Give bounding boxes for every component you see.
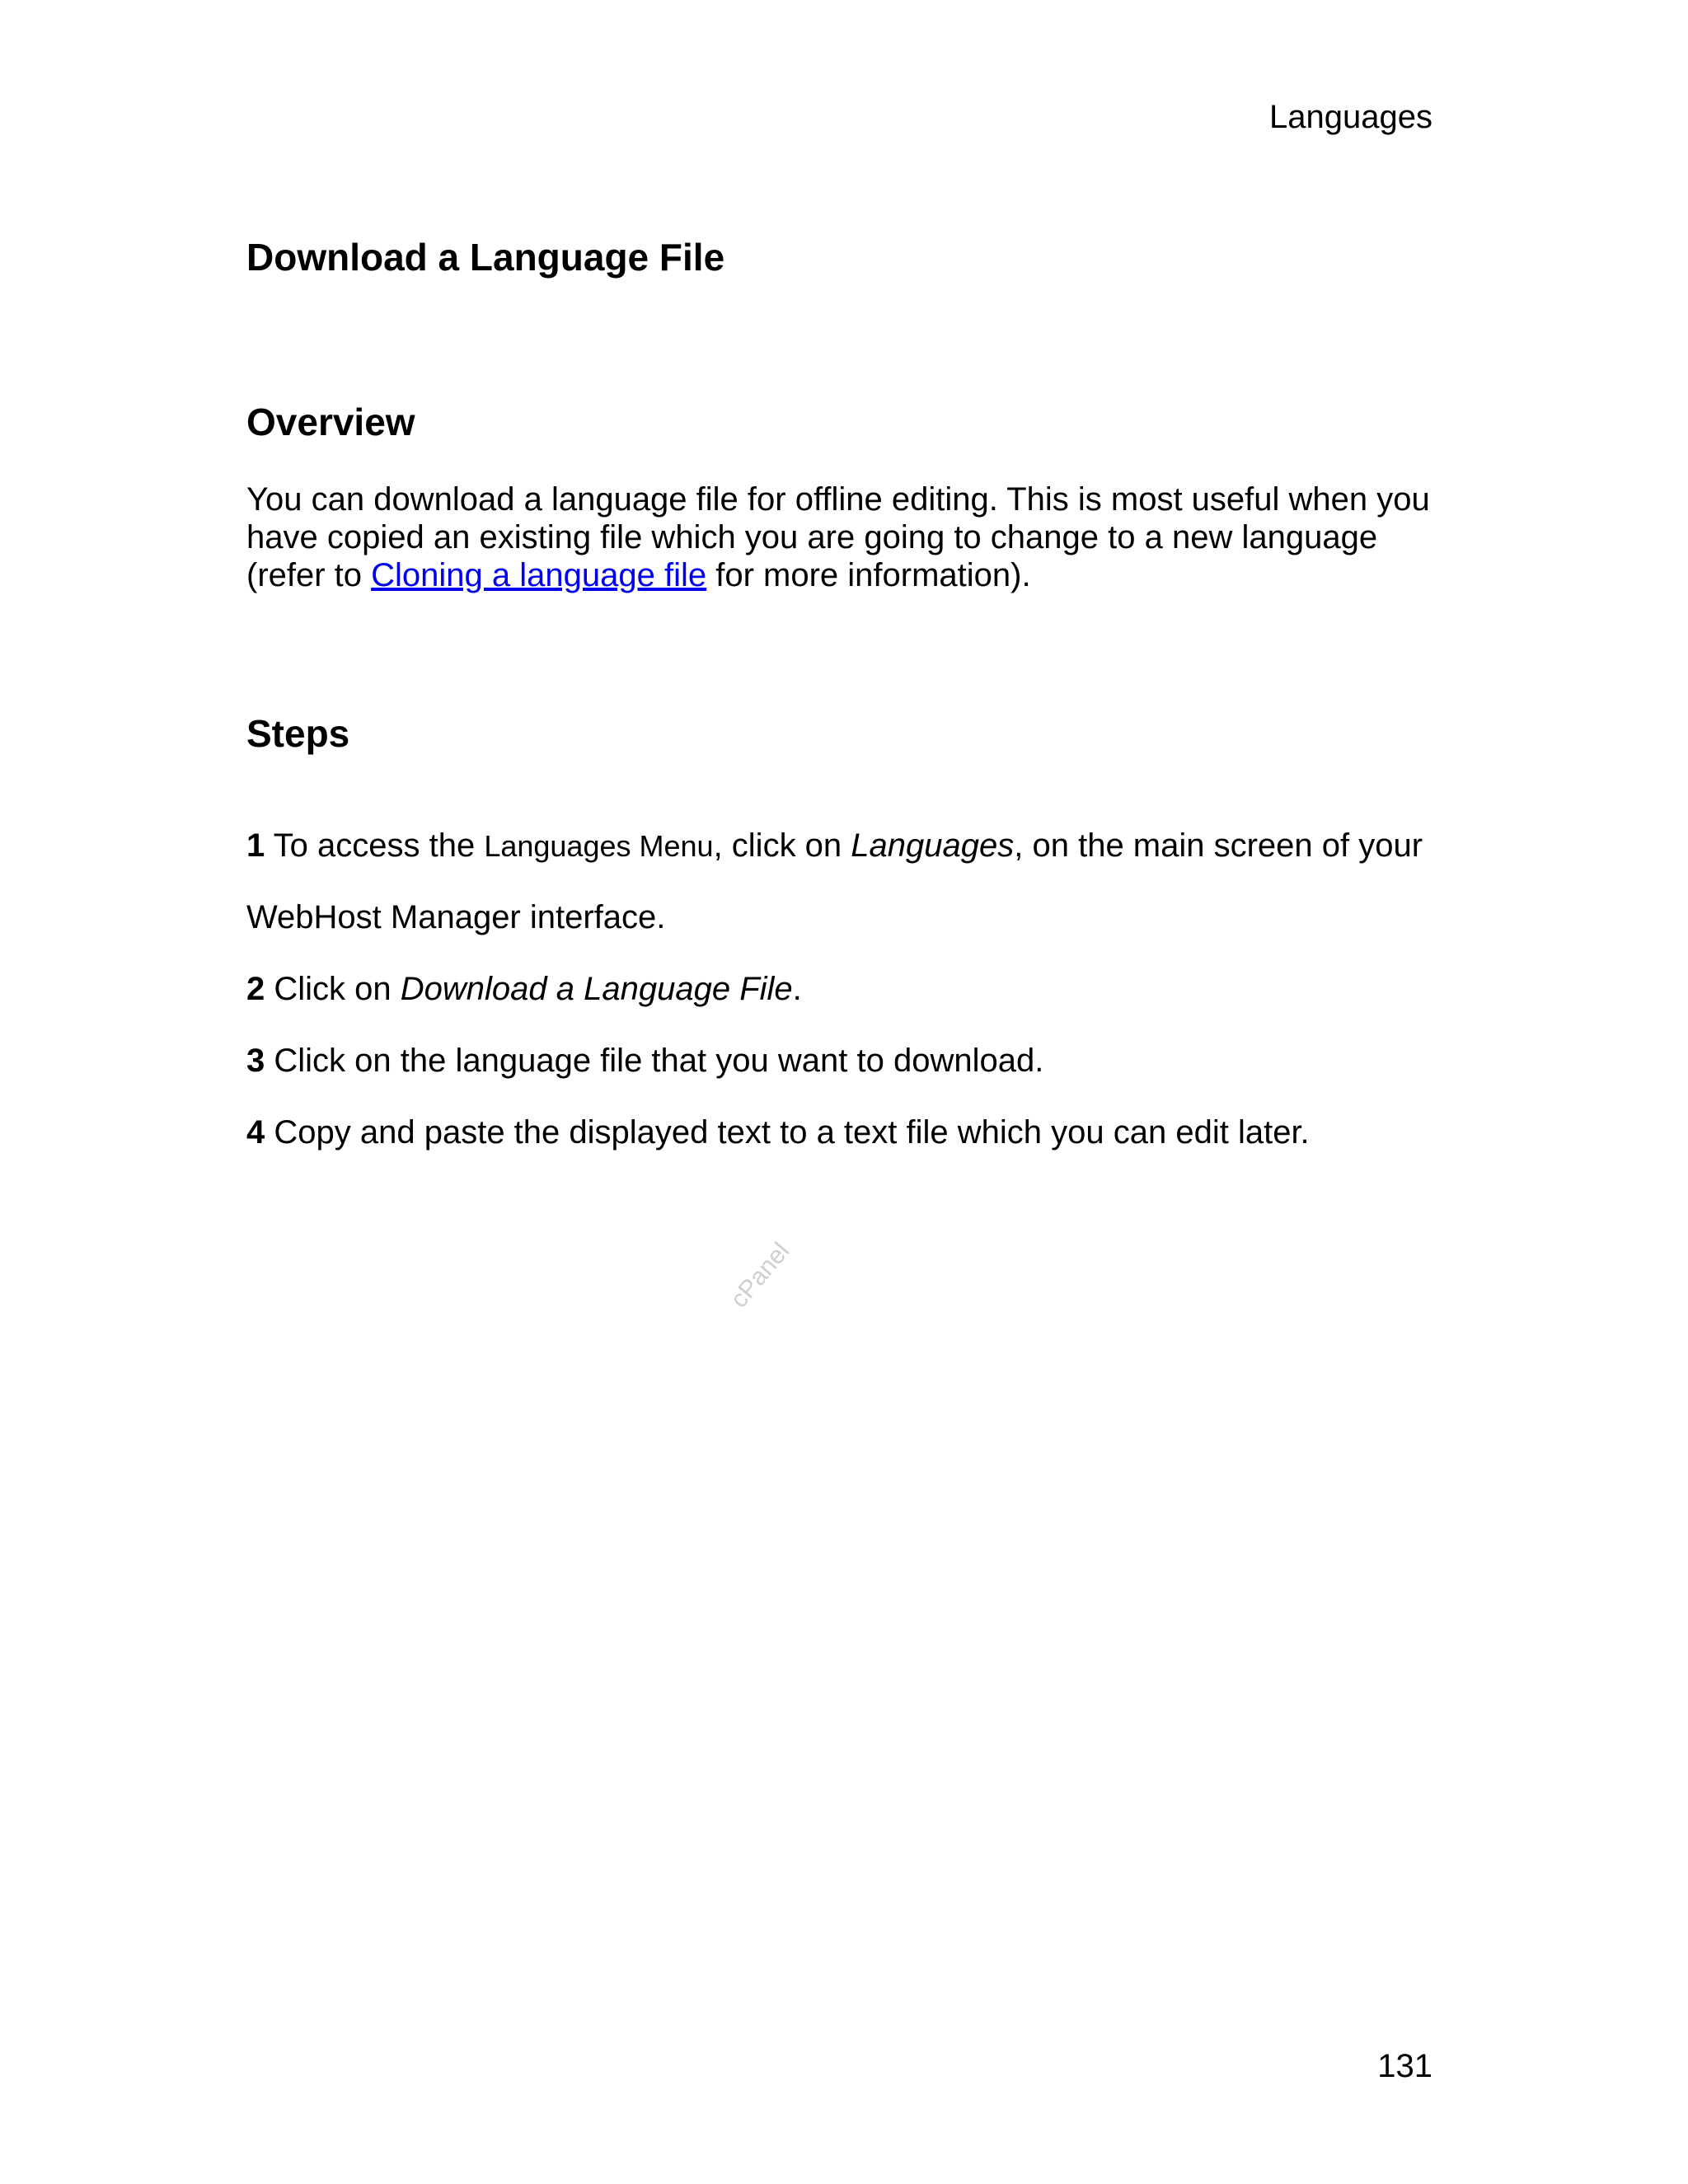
languages-emphasis: Languages [851, 827, 1015, 864]
step-1-continuation: WebHost Manager interface. [246, 899, 666, 935]
step-4 [246, 1113, 1310, 1152]
step-text: , click on [713, 827, 851, 864]
running-header: Languages [1269, 99, 1432, 135]
page-number: 131 [1377, 2048, 1432, 2084]
cpanel-watermark: cPanel [725, 1237, 795, 1314]
overview-heading: Overview [246, 401, 415, 443]
step-text: Click on the language file that you want to download. [265, 1043, 1044, 1079]
step-number: 4 [246, 1114, 265, 1151]
overview-text-end: for more information). [706, 557, 1031, 593]
step-number: 2 [246, 971, 265, 1007]
overview-paragraph [246, 480, 1450, 594]
step-text: Click on [265, 971, 401, 1007]
steps-heading: Steps [246, 712, 350, 755]
step-3 [246, 1041, 1043, 1080]
step-number: 1 [246, 827, 265, 864]
step-text: . [792, 971, 802, 1007]
overview-text-start: You can download a language file for offline editing. This is most useful when you have copied an existing file which you are going to change to a new language (refer to [246, 481, 1430, 593]
cloning-language-file-link[interactable]: Cloning a language file [371, 557, 707, 593]
page-title: Download a Language File [246, 236, 725, 279]
step-text: , on the main screen of your [1014, 827, 1423, 864]
step-text: To access the [265, 827, 485, 864]
step-2 [246, 969, 802, 1009]
download-language-file-emphasis: Download a Language File [400, 971, 793, 1007]
step-text: Copy and paste the displayed text to a text file which you can edit later. [265, 1114, 1310, 1151]
step-1 [246, 826, 1423, 866]
step-number: 3 [246, 1043, 265, 1079]
languages-menu-label: Languages Menu [484, 829, 714, 863]
